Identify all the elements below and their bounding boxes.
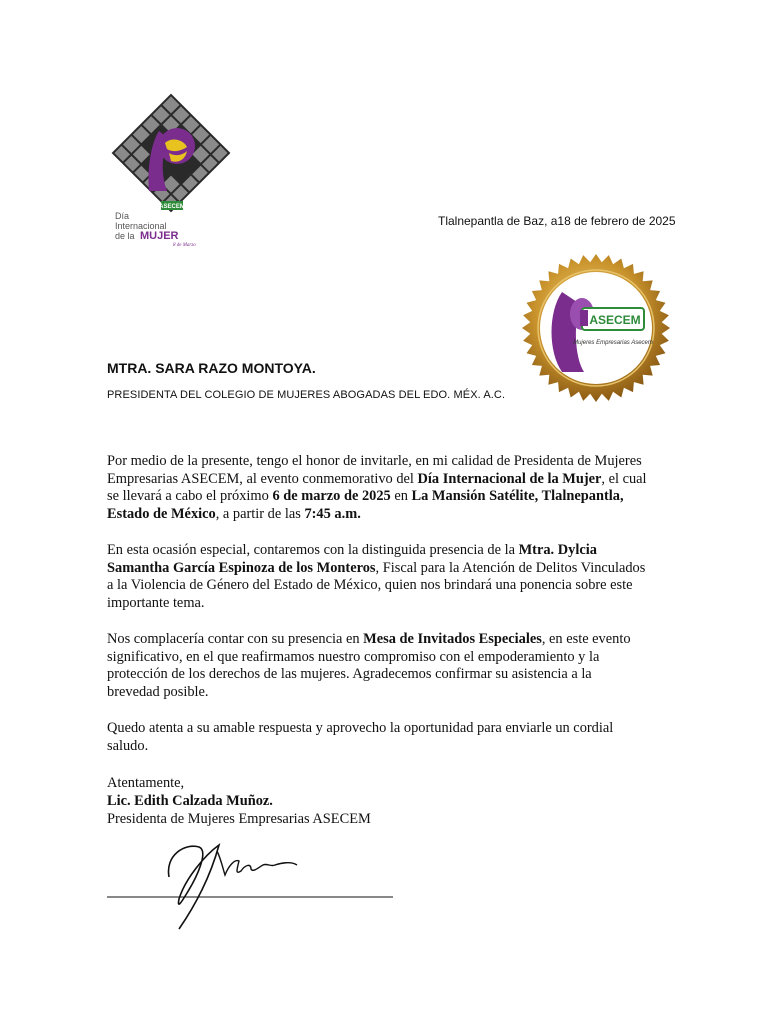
text-run: En esta ocasión especial, contaremos con la distinguida presencia de la — [107, 542, 519, 558]
bold-text-run: La Mansión Satélite, Tlalnepantla, Estado de México — [107, 488, 624, 522]
event-logo — [107, 91, 236, 247]
text-run: , el cual se llevará a cabo el próximo — [107, 470, 647, 505]
text-run: , Fiscal para la Atención de Delitos Vinculados a la Violencia de Género del Estado de México, quien nos brindará una ponencia sobre este importante tema. — [107, 559, 646, 611]
signature-stroke-1 — [168, 845, 219, 929]
text-run: , en este evento significativo, en el que reafirmamos nuestro compromiso con el empoderamiento y la protección de los derechos de las mujeres. Agradecemos confirmar su asistencia a la brevedad posible. — [107, 631, 631, 700]
logo-line2: Internacional — [115, 221, 167, 231]
letter-date: Tlalnepantla de Baz, a18 de febrero de 2025 — [438, 214, 676, 228]
text-run: Quedo atenta a su amable respuesta y aprovecho la oportunidad para enviarle un cordial saludo. — [107, 720, 614, 754]
bold-text-run: 7:45 a.m. — [304, 505, 361, 522]
body-paragraph-speaker — [107, 542, 647, 612]
logo-line1: Día — [115, 211, 130, 221]
text-run: , a partir de las — [215, 505, 305, 522]
text-run: Por medio de la presente, tengo el honor de invitarle, en mi calidad de Presidenta de Mujeres Empresarias ASECEM, al evento conmemorativo del — [107, 453, 642, 487]
logo-line4: 8 de Marzo — [173, 243, 196, 247]
recipient-name: MTRA. SARA RAZO MONTOYA. — [107, 360, 316, 376]
signature — [105, 815, 405, 935]
logo-badge: ASECEM — [159, 204, 185, 210]
bold-text-run: Mesa de Invitados Especiales — [363, 631, 542, 647]
body-paragraph-farewell — [107, 720, 647, 755]
closing-word: Atentamente, — [107, 775, 185, 791]
logo-line3a: de la — [115, 231, 135, 241]
recipient-title: PRESIDENTA DEL COLEGIO DE MUJERES ABOGADAS DEL EDO. MÉX. A.C. — [107, 389, 506, 401]
bold-text-run: Día Internacional de la Mujer — [417, 470, 602, 487]
body-paragraph-invitation — [107, 453, 647, 523]
logo-line3b: MUJER — [140, 230, 179, 242]
signer-name: Lic. Edith Calzada Muñoz. — [107, 793, 273, 809]
asecem-seal — [522, 252, 670, 404]
text-run: en — [390, 488, 412, 505]
body-paragraph-presence — [107, 631, 647, 701]
seal-brand: ASECEM — [589, 313, 641, 327]
bold-text-run: Mtra. Dylcia Samantha García Espinoza de los Monteros — [107, 542, 597, 576]
signer-title: Presidenta de Mujeres Empresarias ASECEM — [107, 811, 371, 827]
text-run: Nos complacería contar con su presencia en — [107, 631, 364, 647]
bold-text-run: 6 de marzo de 2025 — [272, 488, 391, 505]
seal-subtitle: Mujeres Empresarias Asecem — [573, 340, 653, 346]
signature-stroke-2 — [217, 851, 297, 875]
